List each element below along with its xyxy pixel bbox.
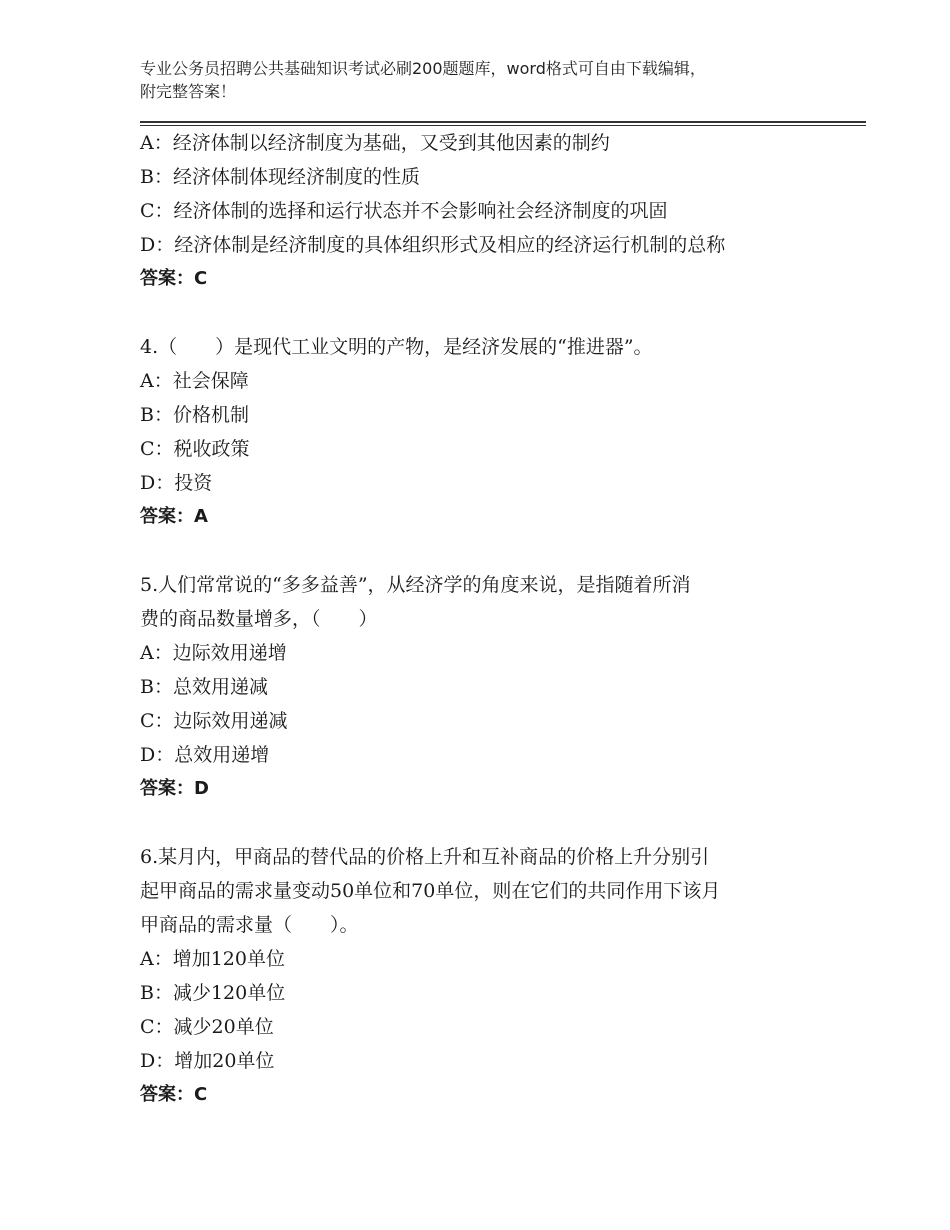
q6-stem-line-3: 甲商品的需求量（ ）。 [140, 914, 359, 936]
q4-option-a: A：社会保障 [140, 370, 249, 392]
q5-option-d: D：总效用递增 [140, 744, 270, 766]
q5-option-b: B：总效用递减 [140, 676, 268, 698]
q4-option-b: B：价格机制 [140, 404, 249, 426]
q5-option-a: A：边际效用递增 [140, 642, 287, 664]
header-rule-thick [140, 121, 866, 123]
spacer [140, 296, 866, 330]
q3-option-a: A：经济体制以经济制度为基础，又受到其他因素的制约 [140, 132, 610, 154]
spacer [140, 806, 866, 840]
q4-answer: 答案：A [140, 506, 208, 527]
q6-stem-line-1: 6.某月内，甲商品的替代品的价格上升和互补商品的价格上升分别引 [140, 846, 710, 868]
question-3 [140, 126, 866, 296]
q6-answer: 答案：C [140, 1084, 208, 1105]
question-6 [140, 840, 866, 1112]
q5-option-c: C：边际效用递减 [140, 710, 288, 732]
header-line-1: 专业公务员招聘公共基础知识考试必刷200题题库，word格式可自由下载编辑， [140, 59, 706, 78]
q4-stem: 4.（ ）是现代工业文明的产物，是经济发展的“推进器”。 [140, 336, 653, 358]
q5-stem-line-2: 费的商品数量增多，（ ） [140, 608, 378, 630]
spacer [140, 534, 866, 568]
q4-option-d: D：投资 [140, 472, 213, 494]
q6-option-d: D：增加20单位 [140, 1050, 275, 1072]
q3-option-b: B：经济体制体现经济制度的性质 [140, 166, 420, 188]
q3-option-c: C：经济体制的选择和运行状态并不会影响社会经济制度的巩固 [140, 200, 668, 222]
q6-option-a: A：增加120单位 [140, 948, 285, 970]
question-5 [140, 568, 866, 806]
q6-stem-line-2: 起甲商品的需求量变动50单位和70单位，则在它们的共同作用下该月 [140, 880, 721, 902]
question-list [140, 126, 866, 1112]
q6-option-b: B：减少120单位 [140, 982, 286, 1004]
q3-option-d: D：经济体制是经济制度的具体组织形式及相应的经济运行机制的总称 [140, 234, 726, 256]
q5-stem-line-1: 5.人们常常说的“多多益善”，从经济学的角度来说，是指随着所消 [140, 574, 691, 596]
q6-option-c: C：减少20单位 [140, 1016, 274, 1038]
q5-answer: 答案：D [140, 778, 209, 799]
page-header [140, 57, 860, 103]
header-line-2: 附完整答案！ [140, 82, 237, 101]
question-4 [140, 330, 866, 534]
q3-answer: 答案：C [140, 268, 208, 289]
q4-option-c: C：税收政策 [140, 438, 250, 460]
